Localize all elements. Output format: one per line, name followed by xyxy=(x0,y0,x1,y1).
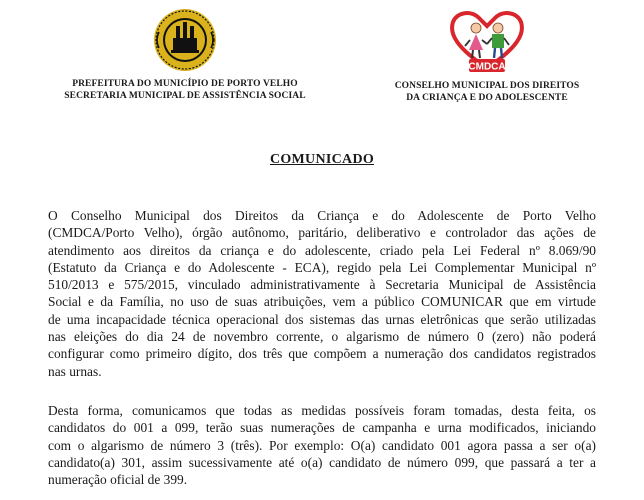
paragraph-line: 510/2013 e 575/2015, vinculado administrativamente à Secretaria Municipal de Assistência xyxy=(48,277,596,293)
porto-velho-municipal-seal-icon xyxy=(153,8,217,72)
paragraph-line: nas urnas. xyxy=(48,363,102,379)
paragraph-line: Desta forma, comunicamos que todas as medidas possíveis foram tomadas, desta feita, os xyxy=(48,403,596,418)
crianca-adolescente-line: DA CRIANÇA E DO ADOLESCENTE xyxy=(406,93,568,103)
paragraph-line: candidatos do 001 a 099, terão suas numerações de campanha e urna modificados, iniciando xyxy=(48,420,596,436)
header-left-institution xyxy=(55,8,315,102)
paragraph-line: de uma incapacidade técnica operacional dos sistemas das urnas eletrônicas que serão utilizadas xyxy=(48,311,596,327)
paragraph-line: (CMDCA/Porto Velho), órgão autônomo, paritário, deliberativo e controlador das ações de xyxy=(48,225,596,241)
paragraph-line: Social e da Família, no uso de suas atribuições, vem a público COMUNICAR que em virtude xyxy=(48,294,596,310)
paragraph-line: nas eleições do dia 24 de novembro corrente, o algarismo de número 0 (zero) não poderá xyxy=(48,329,596,345)
paragraph-line: O Conselho Municipal dos Direitos da Criança e do Adolescente de Porto Velho xyxy=(48,208,596,223)
paragraph-line: com o algarismo de número 3 (três). Por exemplo: O(a) candidato 001 agora passa a ser o(a) xyxy=(48,437,596,453)
paragraph-announcement xyxy=(48,207,596,380)
cmdca-heart-children-logo-icon xyxy=(447,8,527,74)
prefeitura-line: PREFEITURA DO MUNICÍPIO DE PORTO VELHO xyxy=(72,79,298,89)
paragraph-line: numeração oficial de 399. xyxy=(48,472,188,488)
paragraph-details xyxy=(48,402,596,488)
cmdca-logo-text: CMDCA xyxy=(468,61,506,73)
secretaria-line: SECRETARIA MUNICIPAL DE ASSISTÊNCIA SOCIAL xyxy=(64,91,306,101)
paragraph-line: configurar como primeiro dígito, dos três que compõem a numeração dos candidatos registrados xyxy=(48,346,596,362)
paragraph-line: atendimento aos direitos da criança e do adolescente, criado pela Lei Federal nº 8.069/90 xyxy=(48,242,596,258)
conselho-line: CONSELHO MUNICIPAL DOS DIREITOS xyxy=(394,81,580,91)
paragraph-line: (Estatuto da Criança e do Adolescente - ECA), regido pela Lei Complementar Municipal nº xyxy=(48,259,596,275)
paragraph-line: candidato(a) 301, assim sucessivamente até o(a) candidato de número 099, que passará a ter a xyxy=(48,454,596,470)
header-right-institution xyxy=(362,8,612,104)
document-title: COMUNICADO xyxy=(269,152,375,167)
